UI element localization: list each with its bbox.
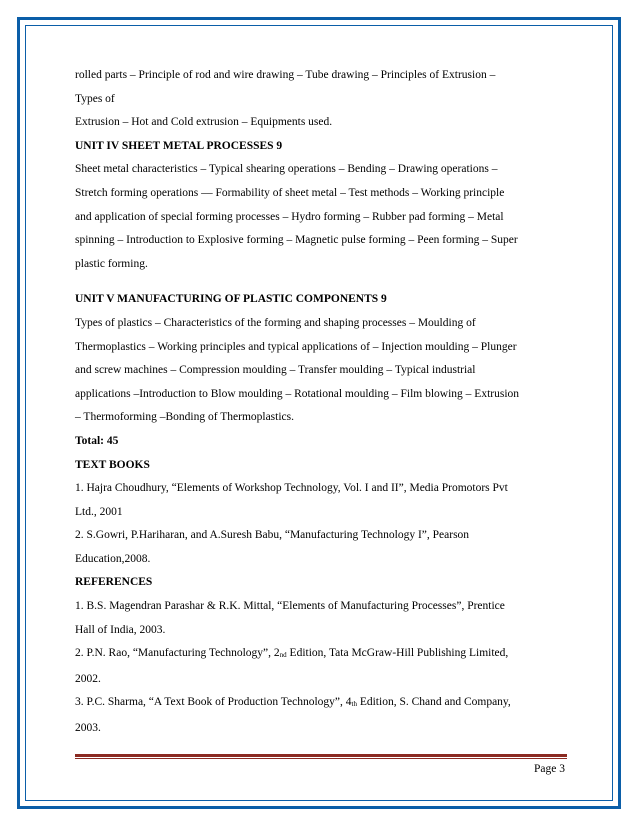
text-span: 2. P.N. Rao, “Manufacturing Technology”, 2 bbox=[75, 647, 280, 660]
text-line: Thermoplastics – Working principles and typical applications of – Injection moulding – Plunger bbox=[75, 340, 517, 353]
paragraph-gap bbox=[75, 276, 565, 288]
text-line: spinning – Introduction to Explosive forming – Magnetic pulse forming – Peen forming – Super bbox=[75, 234, 518, 247]
text-line: Ltd., 2001 bbox=[75, 505, 123, 518]
text-line: 2. S.Gowri, P.Hariharan, and A.Suresh Babu, “Manufacturing Technology I”, Pearson bbox=[75, 529, 470, 542]
text-line: rolled parts – Principle of rod and wire drawing – Tube drawing – Principles of Extrusion – bbox=[75, 69, 496, 81]
text-line: Hall of India, 2003. bbox=[75, 623, 166, 636]
text-line: and application of special forming processes – Hydro forming – Rubber pad forming – Metal bbox=[75, 210, 504, 223]
text-line: and screw machines – Compression moulding – Transfer moulding – Typical industrial bbox=[75, 364, 476, 377]
text-line bbox=[75, 642, 565, 668]
page-number: Page 3 bbox=[534, 763, 565, 775]
total-hours: Total: 45 bbox=[75, 434, 119, 447]
text-line: plastic forming. bbox=[75, 257, 148, 270]
document-body bbox=[75, 64, 565, 741]
unit-v-heading: UNIT V MANUFACTURING OF PLASTIC COMPONENTS 9 bbox=[75, 293, 387, 306]
text-span: Edition, S. Chand and Company, bbox=[356, 696, 511, 709]
text-line: – Thermoforming –Bonding of Thermoplastics. bbox=[75, 411, 295, 424]
text-span: Edition, Tata McGraw-Hill Publishing Limited, bbox=[286, 647, 509, 660]
text-line: Education,2008. bbox=[75, 552, 151, 565]
text-line: applications –Introduction to Blow moulding – Rotational moulding – Film blowing – Extrusion bbox=[75, 387, 520, 400]
footer-rule-thin bbox=[75, 758, 567, 759]
references-heading: REFERENCES bbox=[75, 576, 153, 589]
text-line: Stretch forming operations –– Formability of sheet metal – Test methods – Working principle bbox=[75, 186, 505, 199]
footer-rule bbox=[75, 754, 567, 757]
text-line: Types of plastics – Characteristics of the forming and shaping processes – Moulding of bbox=[75, 316, 476, 329]
text-line: Extrusion – Hot and Cold extrusion – Equipments used. bbox=[75, 116, 333, 129]
text-line: Types of bbox=[75, 92, 115, 105]
text-line: 2002. bbox=[75, 672, 101, 685]
text-span: 3. P.C. Sharma, “A Text Book of Production Technology”, 4 bbox=[75, 696, 352, 709]
text-books-heading: TEXT BOOKS bbox=[75, 458, 150, 471]
text-line: 1. Hajra Choudhury, “Elements of Workshop Technology, Vol. I and II”, Media Promotors Pvt bbox=[75, 482, 508, 495]
text-line: Sheet metal characteristics – Typical shearing operations – Bending – Drawing operations – bbox=[75, 163, 498, 176]
text-line: 2003. bbox=[75, 722, 101, 735]
ordinal-suffix: th bbox=[351, 700, 357, 709]
ordinal-suffix: nd bbox=[279, 651, 287, 660]
text-line bbox=[75, 691, 565, 717]
unit-iv-heading: UNIT IV SHEET METAL PROCESSES 9 bbox=[75, 139, 283, 152]
text-line: 1. B.S. Magendran Parashar & R.K. Mittal, “Elements of Manufacturing Processes”, Prentice bbox=[75, 600, 505, 613]
